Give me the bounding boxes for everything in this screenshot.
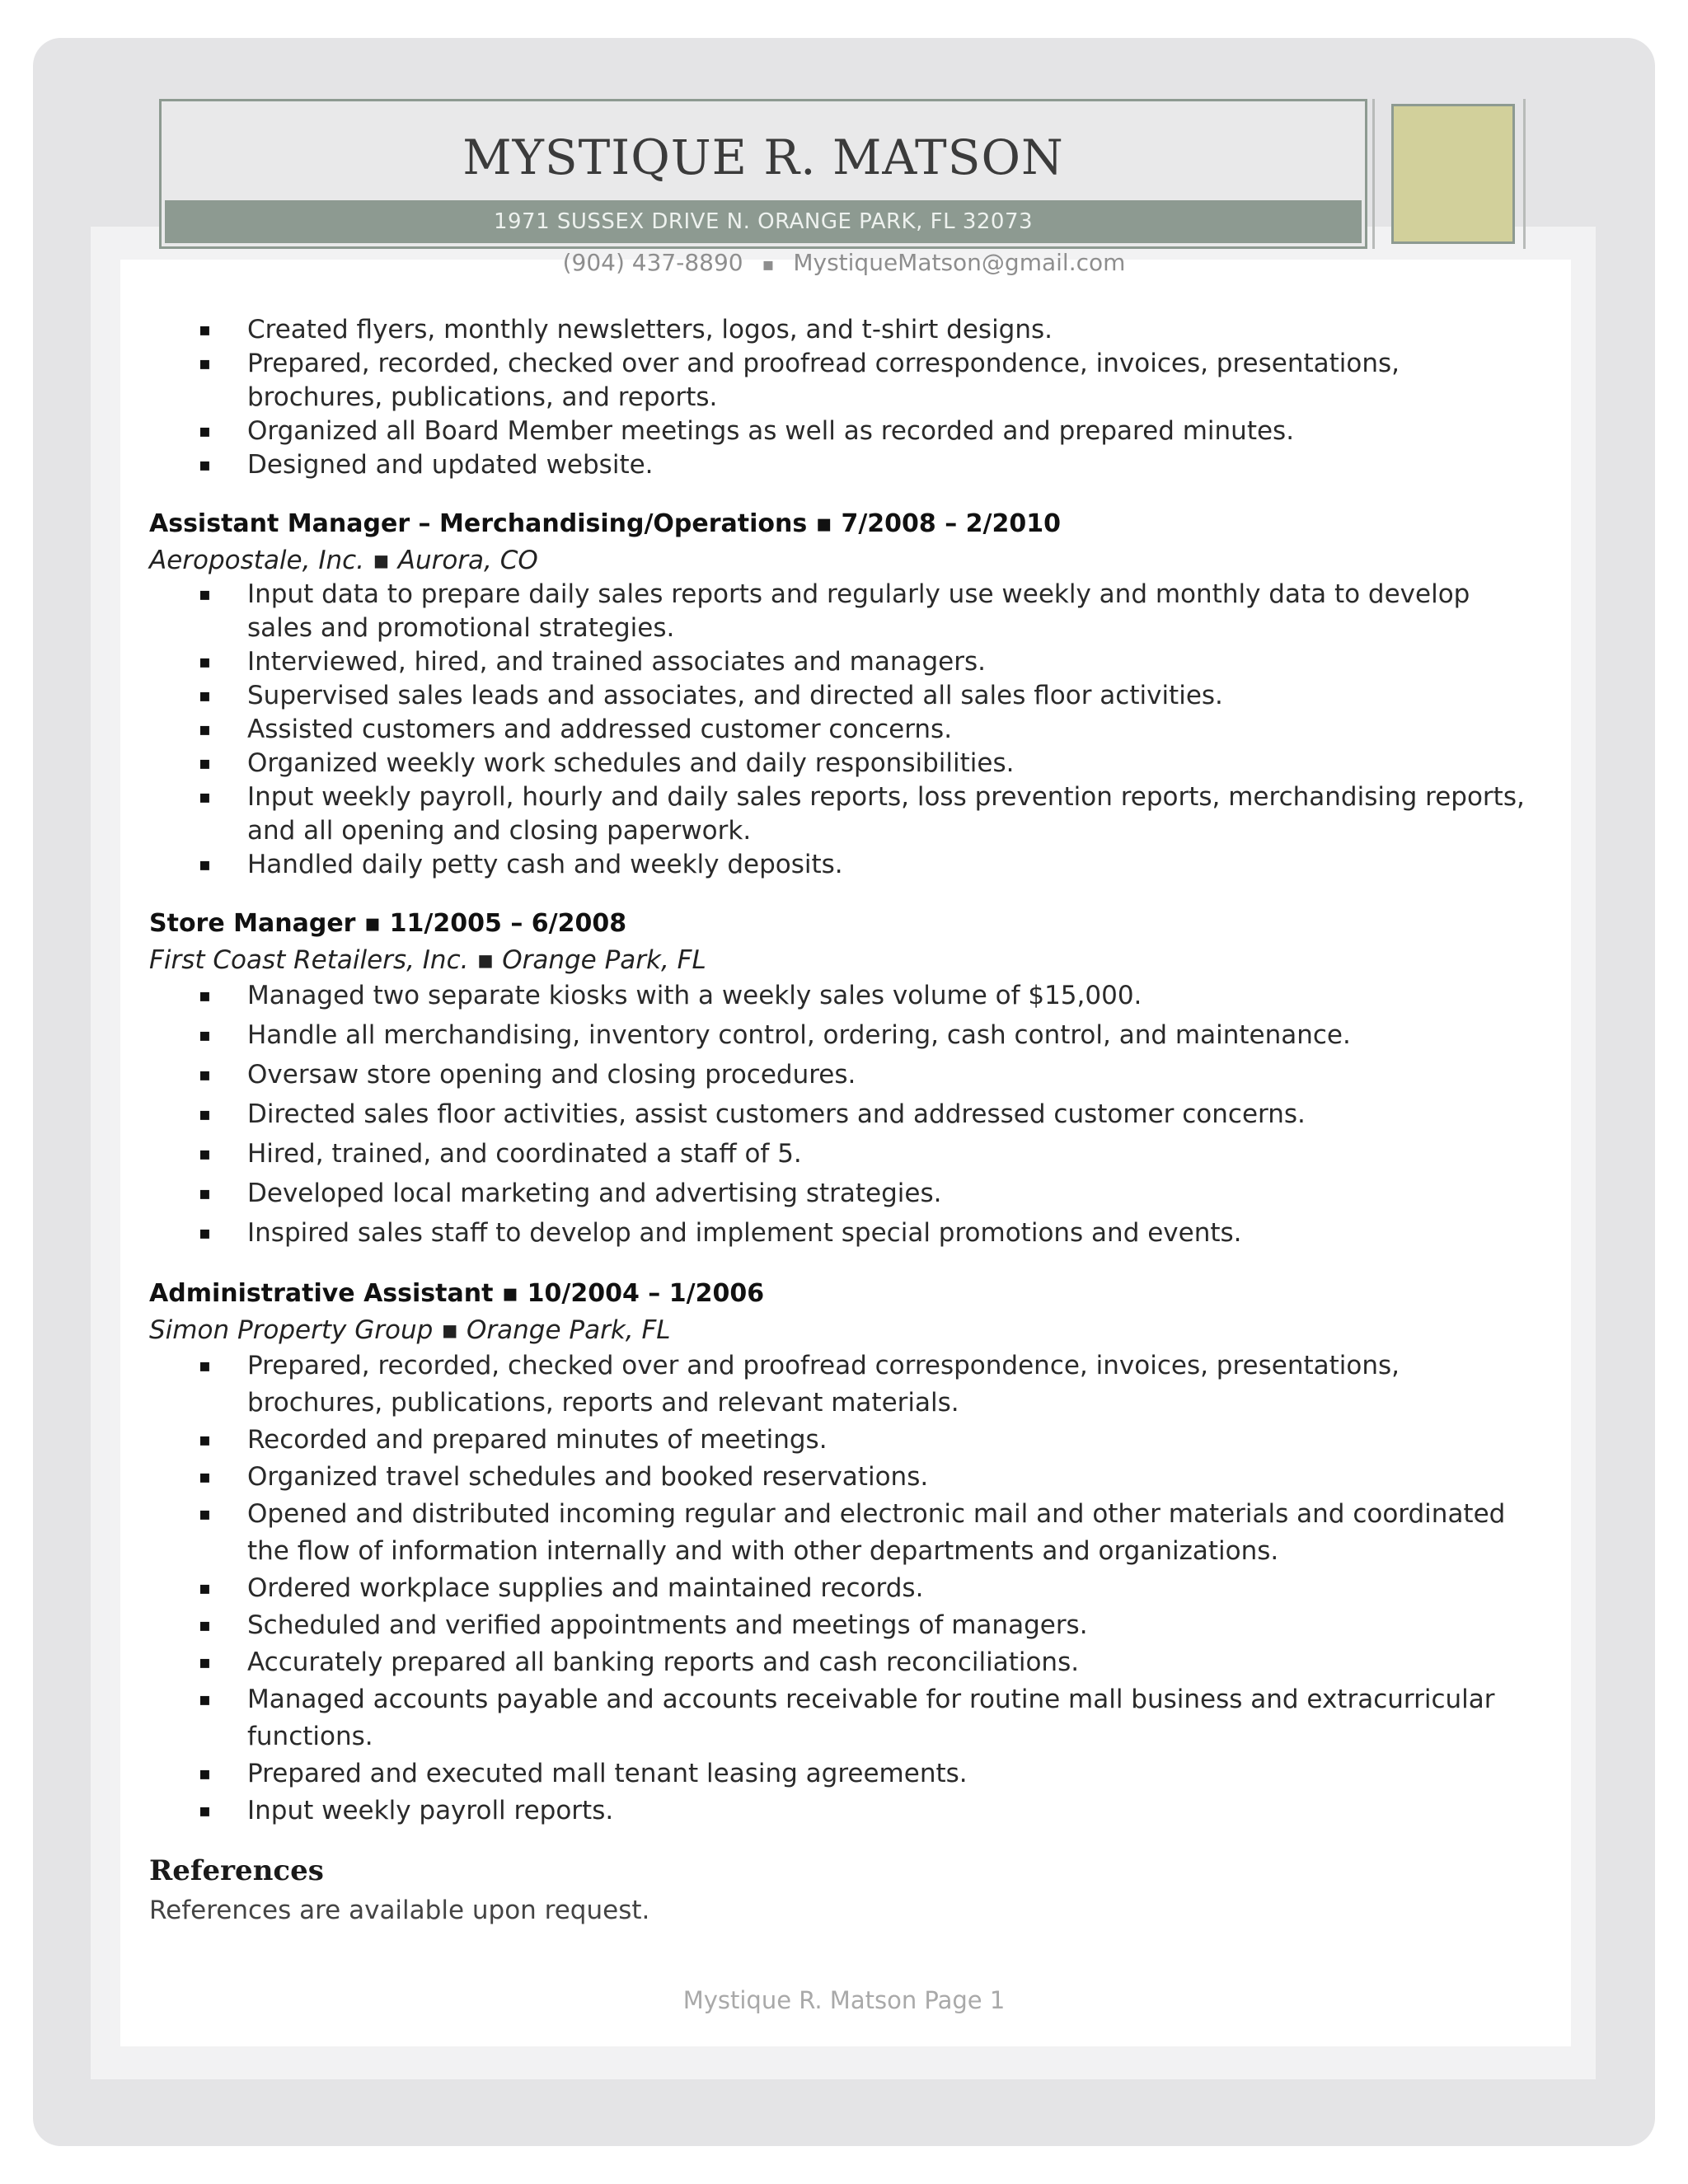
job-company: Aeropostale, Inc. ▪ Aurora, CO (149, 546, 538, 575)
bullet-text: Supervised sales leads and associates, and directed all sales floor activities. (247, 681, 1223, 710)
bullet-item (149, 1459, 1542, 1496)
job-list (149, 505, 1542, 1830)
bullet-text: Input weekly payroll reports. (247, 1796, 614, 1825)
references-text: References are available upon request. (149, 1896, 650, 1925)
bullet-icon: ▪ (199, 421, 211, 442)
bullet-item (149, 578, 1542, 645)
job-title: Assistant Manager – Merchandising/Operations ▪ 7/2008 – 2/2010 (149, 509, 1062, 538)
bullet-text: Opened and distributed incoming regular and electronic mail and other materials and coordinated the flow of information internally and with other departments and organizations. (247, 1499, 1506, 1566)
bullet-item (149, 1607, 1542, 1644)
bullet-icon: ▪ (199, 1183, 211, 1204)
bullet-text: Organized travel schedules and booked reservations. (247, 1462, 929, 1492)
bullet-item (149, 747, 1542, 780)
bullet-text: Prepared, recorded, checked over and proofread correspondence, invoices, presentations, brochures, publications, and reports. (247, 349, 1400, 412)
bullet-icon: ▪ (199, 1025, 211, 1046)
bullet-icon: ▪ (199, 686, 211, 706)
job-bullets (149, 977, 1542, 1252)
job-entry (149, 905, 1542, 1252)
bullet-text: Managed accounts payable and accounts receivable for routine mall business and extracurricular functions. (247, 1685, 1495, 1751)
bullet-item (149, 1017, 1542, 1054)
bullet-icon: ▪ (199, 1578, 211, 1599)
bullet-icon: ▪ (199, 1223, 211, 1244)
bullet-item (149, 1422, 1542, 1459)
bullet-icon: ▪ (199, 1652, 211, 1673)
bullet-item (149, 1215, 1542, 1252)
bullet-item (149, 645, 1542, 679)
contact-separator: ▪ (762, 255, 775, 275)
bullet-item (149, 1136, 1542, 1173)
bullet-item (149, 1057, 1542, 1094)
bullet-text: Accurately prepared all banking reports and cash reconciliations. (247, 1647, 1080, 1677)
bullet-item (149, 415, 1542, 448)
references-heading: References (149, 1854, 324, 1887)
bullet-icon: ▪ (199, 1356, 211, 1376)
bullet-text: Organized weekly work schedules and daily responsibilities. (247, 748, 1015, 778)
bullet-icon: ▪ (199, 1801, 211, 1821)
bullet-text: Prepared, recorded, checked over and proofread correspondence, invoices, presentations, brochures, publications, reports and relevant materials. (247, 1351, 1400, 1418)
page-footer: Mystique R. Matson Page 1 (682, 1986, 1006, 2014)
bullet-text: Input data to prepare daily sales reports and regularly use weekly and monthly data to develop sales and promotional strategies. (247, 579, 1470, 643)
header-box (159, 99, 1367, 249)
bullet-item (149, 713, 1542, 747)
bullet-text: Directed sales floor activities, assist customers and addressed customer concerns. (247, 1099, 1306, 1129)
job-company: First Coast Retailers, Inc. ▪ Orange Park, FL (149, 945, 706, 975)
bullet-text: Designed and updated website. (247, 450, 654, 480)
bullet-icon: ▪ (199, 719, 211, 740)
job-entry (149, 1275, 1542, 1830)
bullet-text: Ordered workplace supplies and maintained records. (247, 1573, 924, 1603)
bullet-icon: ▪ (199, 652, 211, 673)
bullet-text: Handled daily petty cash and weekly deposits. (247, 850, 843, 879)
accent-square (1391, 104, 1515, 244)
bullet-icon: ▪ (199, 1467, 211, 1488)
bullet-item (149, 1347, 1542, 1422)
bullet-icon: ▪ (199, 1430, 211, 1451)
bullet-icon: ▪ (199, 986, 211, 1006)
bullet-text: Interviewed, hired, and trained associates and managers. (247, 647, 986, 677)
bullet-item (149, 1755, 1542, 1793)
bullet-text: Oversaw store opening and closing procedures. (247, 1060, 856, 1090)
job-entry (149, 505, 1542, 882)
bullet-icon: ▪ (199, 787, 211, 808)
bullet-item (149, 313, 1542, 347)
header-divider-left (1372, 99, 1375, 249)
header-divider-right (1523, 99, 1526, 249)
contact-line (0, 246, 1688, 283)
bullet-item (149, 448, 1542, 482)
bullet-text: Prepared and executed mall tenant leasing agreements. (247, 1759, 968, 1788)
bullet-item (149, 1570, 1542, 1607)
job-title: Store Manager ▪ 11/2005 – 6/2008 (149, 909, 627, 938)
bullet-icon: ▪ (199, 455, 211, 476)
email-address: MystiqueMatson@gmail.com (793, 249, 1126, 276)
bullet-icon: ▪ (199, 320, 211, 340)
prior-job-bullets (149, 313, 1542, 482)
bullet-icon: ▪ (199, 1504, 211, 1525)
bullet-icon: ▪ (199, 1144, 211, 1165)
bullet-text: Organized all Board Member meetings as well as recorded and prepared minutes. (247, 416, 1295, 446)
bullet-item (149, 848, 1542, 882)
bullet-icon: ▪ (199, 753, 211, 774)
bullet-text: Managed two separate kiosks with a weekly sales volume of $15,000. (247, 981, 1142, 1010)
bullet-item (149, 1175, 1542, 1212)
bullet-item (149, 1496, 1542, 1570)
bullet-text: Hired, trained, and coordinated a staff of 5. (247, 1139, 802, 1169)
bullet-item (149, 679, 1542, 713)
bullet-text: Scheduled and verified appointments and meetings of managers. (247, 1610, 1088, 1640)
address-bar: 1971 SUSSEX DRIVE N. ORANGE PARK, FL 32073 (165, 200, 1362, 243)
bullet-text: Inspired sales staff to develop and implement special promotions and events. (247, 1218, 1242, 1248)
bullet-icon: ▪ (199, 354, 211, 374)
bullet-item (149, 1644, 1542, 1681)
bullet-item (149, 347, 1542, 415)
resume-body (149, 313, 1542, 1927)
bullet-text: Handle all merchandising, inventory control, ordering, cash control, and maintenance. (247, 1020, 1351, 1050)
bullet-icon: ▪ (199, 1615, 211, 1636)
bullet-text: Developed local marketing and advertising strategies. (247, 1179, 942, 1208)
bullet-icon: ▪ (199, 855, 211, 875)
bullet-item (149, 977, 1542, 1015)
job-bullets (149, 1347, 1542, 1830)
candidate-name: MYSTIQUE R. MATSON (462, 129, 1064, 185)
bullet-text: Recorded and prepared minutes of meetings. (247, 1425, 828, 1455)
bullet-text: Created flyers, monthly newsletters, logos, and t-shirt designs. (247, 315, 1053, 344)
bullet-item (149, 1096, 1542, 1133)
bullet-icon: ▪ (199, 1104, 211, 1125)
job-title: Administrative Assistant ▪ 10/2004 – 1/2006 (149, 1279, 765, 1308)
phone-number: (904) 437-8890 (562, 249, 743, 276)
bullet-item (149, 1793, 1542, 1830)
bullet-icon: ▪ (199, 1065, 211, 1085)
bullet-text: Input weekly payroll, hourly and daily sales reports, loss prevention reports, merchandising reports, and all opening and closing paperwork. (247, 782, 1525, 846)
bullet-text: Assisted customers and addressed customer concerns. (247, 715, 953, 744)
job-company: Simon Property Group ▪ Orange Park, FL (149, 1315, 671, 1345)
bullet-item (149, 1681, 1542, 1755)
bullet-icon: ▪ (199, 584, 211, 605)
bullet-icon: ▪ (199, 1764, 211, 1784)
job-bullets (149, 578, 1542, 882)
bullet-icon: ▪ (199, 1690, 211, 1710)
bullet-item (149, 780, 1542, 848)
